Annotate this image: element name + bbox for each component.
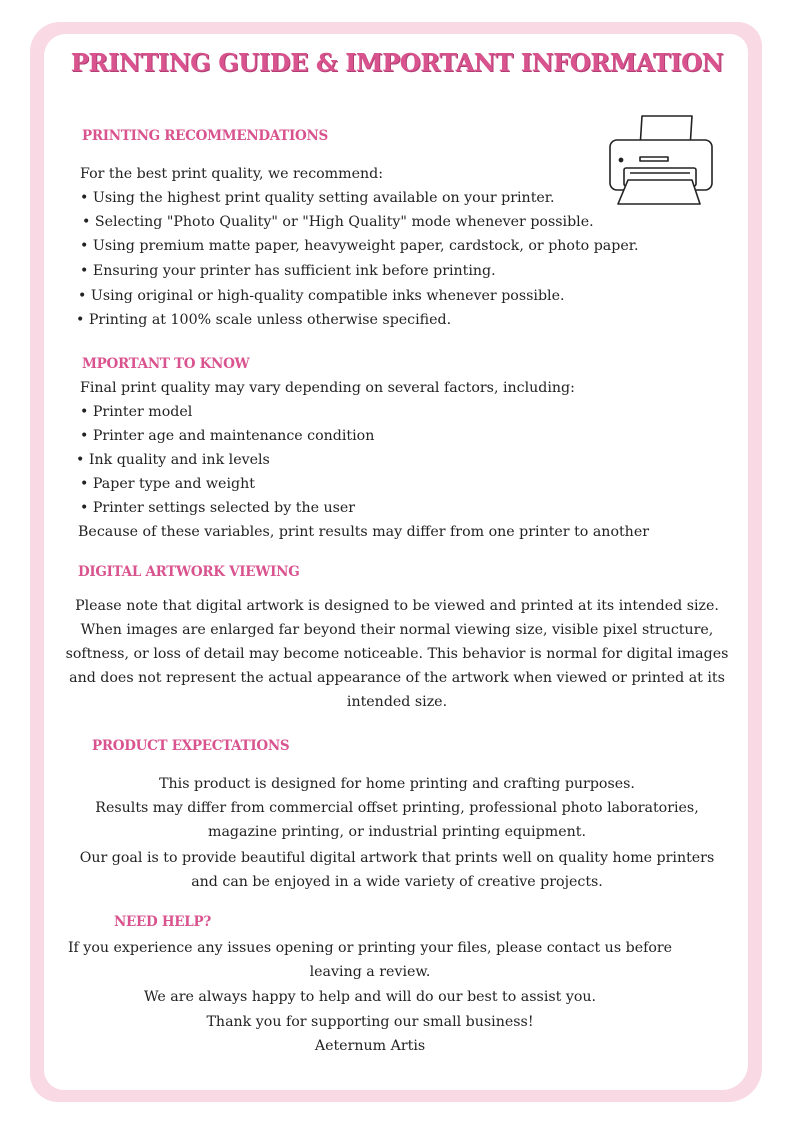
list-item: • Using the highest print quality setting available on your printer. bbox=[80, 190, 555, 206]
paragraph-line: and can be enjoyed in a wide variety of creative projects. bbox=[191, 874, 603, 890]
paragraph-line: leaving a review. bbox=[309, 964, 431, 980]
list-item: • Using premium matte paper, heavyweight paper, cardstock, or photo paper. bbox=[80, 238, 639, 254]
important-intro: Final print quality may vary depending on several factors, including: bbox=[80, 380, 575, 396]
heading-printing-recommendations: PRINTING RECOMMENDATIONS bbox=[82, 128, 328, 144]
heading-product-expectations: PRODUCT EXPECTATIONS bbox=[92, 738, 290, 754]
important-summary: Because of these variables, print results may differ from one printer to another bbox=[78, 524, 649, 540]
paragraph-line: Results may differ from commercial offset printing, professional photo laboratories, bbox=[95, 800, 699, 816]
paragraph-line: Thank you for supporting our small business! bbox=[206, 1014, 534, 1030]
heading-digital-artwork-viewing: DIGITAL ARTWORK VIEWING bbox=[78, 564, 300, 580]
paragraph-line: If you experience any issues opening or printing your files, please contact us before bbox=[67, 940, 673, 956]
list-item: • Selecting "Photo Quality" or "High Quality" mode whenever possible. bbox=[82, 214, 594, 230]
page-title: PRINTING GUIDE & IMPORTANT INFORMATION bbox=[70, 48, 724, 77]
paragraph-line: softness, or loss of detail may become noticeable. This behavior is normal for digital images bbox=[65, 646, 729, 662]
heading-important-to-know: MPORTANT TO KNOW bbox=[82, 356, 250, 372]
list-item: • Printer age and maintenance condition bbox=[80, 428, 375, 444]
paragraph-line: and does not represent the actual appearance of the artwork when viewed or printed at its bbox=[69, 670, 725, 686]
paragraph-line: We are always happy to help and will do our best to assist you. bbox=[143, 989, 597, 1005]
paragraph-line: Our goal is to provide beautiful digital artwork that prints well on quality home printers bbox=[79, 850, 715, 866]
list-item: • Ensuring your printer has sufficient ink before printing. bbox=[80, 263, 496, 279]
list-item: • Printing at 100% scale unless otherwise specified. bbox=[76, 312, 452, 328]
recommendations-intro: For the best print quality, we recommend: bbox=[80, 166, 383, 182]
list-item: • Paper type and weight bbox=[80, 476, 255, 492]
list-item: • Printer model bbox=[80, 404, 193, 420]
list-item: • Using original or high-quality compatible inks whenever possible. bbox=[78, 288, 565, 304]
paragraph-line: When images are enlarged far beyond their normal viewing size, visible pixel structure, bbox=[80, 622, 714, 638]
paragraph-line: Please note that digital artwork is designed to be viewed and printed at its intended size. bbox=[75, 598, 719, 614]
list-item: • Printer settings selected by the user bbox=[80, 500, 356, 516]
printer-icon bbox=[604, 112, 716, 206]
paragraph-line: This product is designed for home printing and crafting purposes. bbox=[159, 776, 635, 792]
heading-need-help: NEED HELP? bbox=[114, 914, 211, 930]
list-item: • Ink quality and ink levels bbox=[76, 452, 270, 468]
paragraph-line: magazine printing, or industrial printing equipment. bbox=[208, 824, 586, 840]
paragraph-line: intended size. bbox=[346, 694, 448, 710]
signature: Aeternum Artis bbox=[314, 1038, 426, 1054]
